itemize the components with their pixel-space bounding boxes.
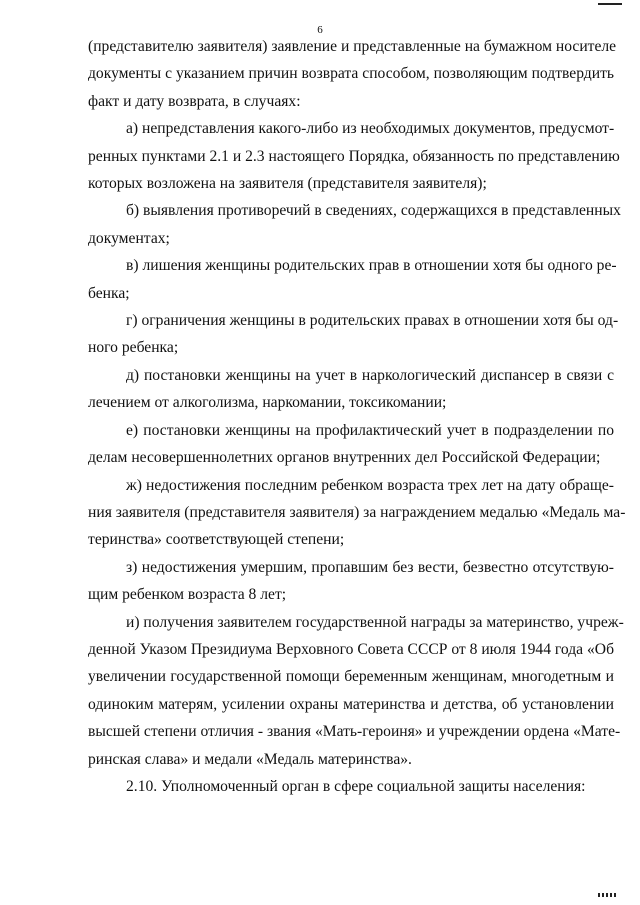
text-line: бенка; [88, 284, 130, 302]
list-item-z [88, 554, 614, 609]
text-line: и) получения заявителем государственной награды за материнство, учреж- [126, 613, 624, 631]
text-line: щим ребенком возраста 8 лет; [88, 586, 287, 604]
scan-mark-bottom [598, 893, 618, 897]
document-body [88, 33, 626, 800]
text-line: ж) недостижения последним ребенком возраста трех лет на дату обраще- [126, 476, 614, 494]
text-line: теринства» соответствующей степени; [88, 531, 345, 549]
section-2-10 [88, 773, 614, 800]
text-line: лечением от алкоголизма, наркомании, токсикомании; [88, 394, 447, 412]
list-item-zh [88, 472, 626, 554]
list-item-a [88, 115, 620, 197]
list-item-g [88, 307, 619, 362]
text-line: денной Указом Президиума Верховного Совета СССР от 8 июля 1944 года «Об [88, 640, 614, 658]
page-number: 6 [317, 24, 323, 36]
text-line: ренных пунктами 2.1 и 2.3 настоящего Порядка, обязанность по представлению [88, 147, 620, 165]
text-line: ринская слава» и медали «Медаль материнства». [88, 750, 412, 768]
text-line: увеличении государственной помощи беременным женщинам, многодетным и [88, 668, 614, 686]
list-item-e [88, 417, 614, 472]
text-line: ного ребенка; [88, 339, 179, 357]
text-line: одиноким матерям, усилении охраны материнства и детства, об установлении [88, 695, 614, 713]
text-line: которых возложена на заявителя (представителя заявителя); [88, 175, 487, 193]
paragraph-intro [88, 33, 617, 115]
list-item-v [88, 252, 617, 307]
text-line: документы с указанием причин возврата способом, позволяющим подтвердить [88, 65, 614, 83]
text-line: факт и дату возврата, в случаях: [88, 92, 301, 110]
text-line: б) выявления противоречий в сведениях, содержащихся в представленных [126, 202, 621, 220]
text-line: делам несовершеннолетних органов внутренних дел Российской Федерации; [88, 449, 601, 467]
text-line: высшей степени отличия - звания «Мать-героиня» и учреждении ордена «Мате- [88, 723, 621, 741]
text-line: (представителю заявителя) заявление и представленные на бумажном носителе [88, 38, 617, 55]
section-heading-line: 2.10. Уполномоченный орган в сфере социальной защиты населения: [126, 777, 586, 795]
text-line: а) непредставления какого-либо из необходимых документов, предусмот- [126, 120, 615, 138]
text-line: з) недостижения умершим, пропавшим без вести, безвестно отсутствую- [126, 558, 614, 576]
text-line: документах; [88, 229, 170, 247]
text-line: г) ограничения женщины в родительских правах в отношении хотя бы од- [126, 312, 619, 330]
text-line: в) лишения женщины родительских прав в отношении хотя бы одного ре- [126, 257, 617, 275]
scan-mark-top [598, 0, 622, 5]
text-line: ния заявителя (представителя заявителя) за награждением медалью «Медаль ма- [88, 503, 626, 521]
text-line: д) постановки женщины на учет в наркологический диспансер в связи с [126, 366, 614, 384]
text-line: е) постановки женщины на профилактический учет в подразделении по [126, 421, 614, 439]
list-item-i [88, 609, 624, 773]
list-item-b [88, 197, 621, 252]
list-item-d [88, 362, 614, 417]
